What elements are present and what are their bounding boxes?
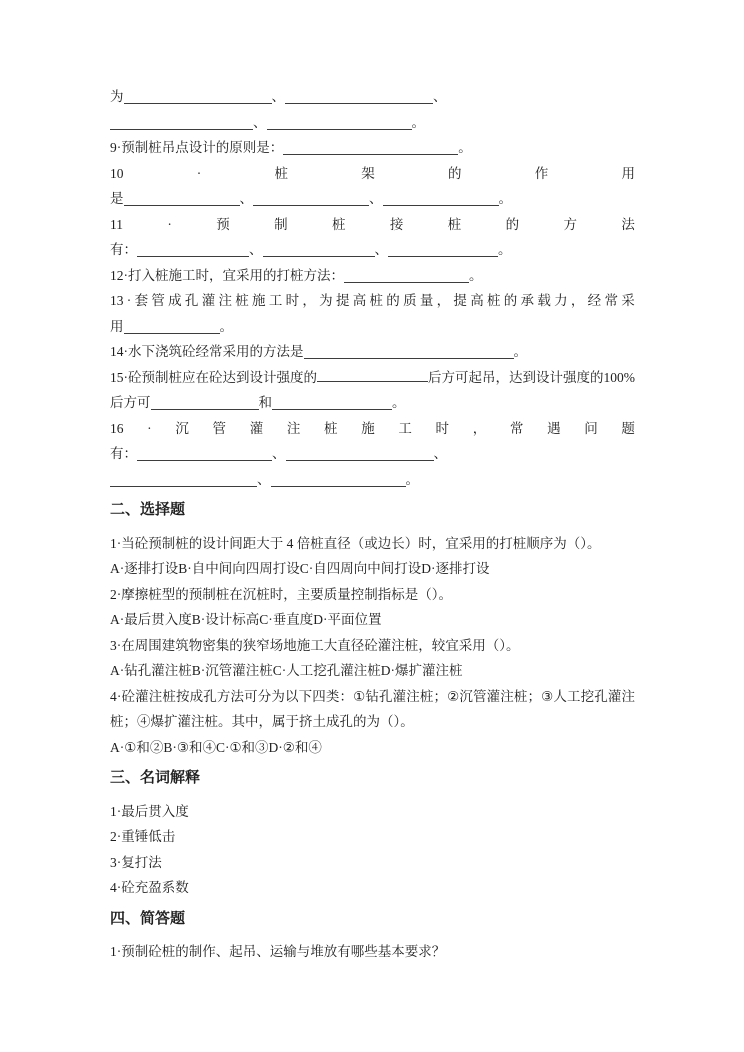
doc-line — [110, 709, 635, 735]
text-run: 成 — [189, 688, 204, 704]
text-run: 100% — [603, 369, 635, 385]
text-run: 可 — [244, 688, 258, 704]
text-run: 桩 — [235, 293, 249, 308]
blank-field — [110, 472, 257, 487]
text-run: 。 — [405, 471, 419, 487]
doc-line — [110, 684, 635, 710]
text-run: 的 — [503, 293, 518, 308]
text-run: 承 — [520, 293, 535, 308]
doc-line — [110, 186, 635, 212]
doc-line — [110, 939, 635, 965]
text-run: 法 — [621, 216, 635, 232]
text-run: ； — [433, 688, 447, 704]
text-run: 工 — [566, 688, 581, 704]
text-run: 时 — [435, 420, 450, 436]
text-run: ， — [472, 420, 487, 436]
blank-field — [272, 395, 392, 410]
text-run: 。 — [392, 395, 406, 410]
text-run: 。 — [469, 267, 483, 283]
text-run: 接 — [389, 216, 404, 232]
text-run: 工 — [268, 293, 283, 308]
text-run: 分 — [257, 688, 272, 704]
doc-line — [110, 237, 635, 263]
text-run: ② — [447, 688, 460, 704]
text-run: 四 — [312, 688, 326, 704]
text-run: · — [196, 165, 202, 181]
text-run: 14·水下浇筑砼经常采用的方法是 — [110, 344, 304, 359]
blank-field — [124, 89, 272, 104]
text-run: 按 — [176, 688, 190, 704]
text-run: 计 — [549, 369, 563, 385]
text-run: 钻 — [365, 688, 379, 704]
text-run: 预 — [141, 369, 155, 385]
text-run: 桩 — [486, 293, 501, 308]
text-run: 在 — [195, 369, 209, 385]
blank-field — [124, 319, 220, 334]
text-run: 量 — [419, 293, 434, 308]
text-run: 成 — [168, 293, 182, 308]
text-run: 灌 — [607, 688, 622, 704]
text-run: 、 — [257, 471, 271, 487]
blank-field — [304, 344, 514, 359]
text-run: 吊 — [482, 369, 496, 385]
doc-line — [110, 390, 635, 416]
doc-line — [110, 339, 635, 365]
text-run: 、 — [271, 89, 285, 104]
text-run: ， — [495, 369, 509, 385]
text-run: 计 — [263, 369, 277, 385]
text-run: 注 — [148, 688, 163, 704]
text-run: 三、名词解释 — [110, 770, 201, 786]
text-run: 达 — [222, 369, 236, 385]
text-run: 的 — [590, 369, 604, 385]
text-run: 10 — [110, 165, 124, 181]
text-run: 达 — [509, 369, 523, 385]
text-run: 。 — [513, 344, 527, 359]
text-run: 2·重锤低击 — [110, 829, 176, 844]
doc-line — [110, 84, 635, 110]
section-heading — [110, 907, 635, 933]
text-run: 是 — [110, 191, 124, 206]
text-run: 。 — [458, 140, 472, 155]
text-run: 度 — [576, 369, 590, 385]
text-run: 注 — [286, 420, 301, 436]
text-run: 沉 — [175, 420, 189, 436]
text-run: ① — [353, 688, 366, 704]
doc-line — [110, 799, 635, 825]
text-run: ， — [302, 293, 316, 308]
text-run: 孔 — [594, 688, 608, 704]
blank-field — [344, 268, 469, 283]
doc-line — [110, 467, 635, 493]
doc-line — [110, 416, 635, 442]
text-run: 后 — [428, 369, 442, 385]
text-run: 。 — [219, 318, 233, 334]
text-run: 法 — [230, 688, 244, 704]
text-run: 的 — [505, 216, 520, 232]
doc-line — [110, 658, 635, 684]
blank-field — [286, 446, 434, 461]
text-run: 9·预制桩吊点设计的原则是： — [110, 140, 284, 155]
text-run: 为 — [271, 688, 285, 704]
text-run: 、 — [272, 446, 286, 461]
text-run: 桩 — [324, 420, 338, 436]
text-run: 起 — [468, 369, 482, 385]
doc-line — [110, 161, 635, 187]
text-run: 孔 — [203, 688, 217, 704]
text-run: 为 — [319, 293, 333, 308]
text-run: 的 — [386, 293, 400, 308]
text-run: 题 — [621, 420, 635, 436]
text-run: 注 — [500, 688, 514, 704]
text-run: 方 — [441, 369, 455, 385]
text-run: 1·当砼预制桩的设计间距大于 4 倍桩直径（或边长）时，宜采用的打桩顺序为（）。 — [110, 535, 601, 551]
text-run: 沉 — [459, 688, 473, 704]
text-run: A·①和②B·③和④C·①和③D·②和④ — [110, 739, 322, 755]
text-run: 的 — [448, 165, 462, 181]
section-heading — [110, 766, 635, 792]
text-run: 12·打入桩施工时，宜采用的打桩方法： — [110, 267, 344, 283]
text-run: 灌 — [201, 293, 216, 308]
text-run: 以 — [285, 688, 299, 704]
text-run: 、 — [253, 114, 267, 130]
text-run: 四、简答题 — [110, 910, 186, 927]
text-run: 可 — [455, 369, 469, 385]
text-run: ③ — [541, 688, 554, 704]
text-run: 采 — [621, 293, 635, 308]
doc-line — [110, 365, 635, 391]
text-run: 4·砼充盈系数 — [110, 880, 189, 895]
doc-line — [110, 263, 635, 289]
text-run: 工 — [398, 420, 412, 436]
text-run: 和 — [258, 395, 272, 410]
text-run: 作 — [534, 165, 549, 181]
text-run: ： — [339, 688, 353, 704]
text-run: 提 — [453, 293, 467, 308]
text-run: 16 — [110, 420, 124, 436]
text-run: 应 — [182, 369, 196, 385]
text-run: 桩；④爆扩灌注桩。其中，属于挤土成孔的为（）。 — [110, 714, 414, 729]
blank-field — [383, 191, 499, 206]
text-run: 1·最后贯入度 — [110, 803, 189, 819]
text-run: 度 — [290, 369, 304, 385]
doc-line — [110, 556, 635, 582]
blank-field — [271, 472, 406, 487]
text-run: 桩 — [513, 688, 528, 704]
text-run: · — [147, 420, 152, 436]
text-run: 桩 — [168, 369, 182, 385]
doc-line — [110, 110, 635, 136]
document-body — [110, 84, 635, 965]
text-run: 二、选择题 — [110, 502, 186, 518]
text-run: 桩 — [419, 688, 434, 704]
text-run: 砼 — [128, 369, 142, 385]
text-run: 用 — [621, 165, 635, 181]
text-run: 桩 — [274, 165, 288, 181]
text-run: A·逐排打设B·自中间向四周打设C·自四周向中间打设D·逐排打设 — [110, 561, 490, 576]
text-run: 4 — [110, 688, 117, 704]
blank-field — [124, 191, 240, 206]
text-run: 预 — [216, 216, 230, 232]
blank-field — [110, 115, 253, 130]
text-run: 砼 — [209, 369, 223, 385]
doc-line — [110, 824, 635, 850]
blank-field — [151, 395, 259, 410]
text-run: 、 — [249, 242, 263, 257]
text-run: · — [123, 369, 128, 385]
text-run: 1·预制砼桩的制作、起吊、运输与堆放有哪些基本要求？ — [110, 944, 446, 959]
text-run: 、 — [433, 446, 447, 461]
text-run: 提 — [335, 293, 350, 308]
doc-line — [110, 582, 635, 608]
text-run: 时 — [285, 293, 300, 308]
text-run: 的 — [303, 369, 317, 385]
doc-line — [110, 212, 635, 238]
text-run: · — [167, 216, 172, 232]
text-run: 13 — [110, 293, 124, 308]
text-run: 经 — [587, 293, 602, 308]
text-run: 施 — [252, 293, 266, 308]
text-run: 15 — [110, 369, 124, 385]
text-run: 、 — [433, 89, 447, 104]
blank-field — [285, 89, 433, 104]
text-run: 桩 — [369, 293, 383, 308]
doc-line — [110, 735, 635, 761]
blank-field — [317, 367, 428, 382]
text-run: 挖 — [580, 688, 595, 704]
text-run: 强 — [563, 369, 577, 385]
text-run: 。 — [498, 242, 512, 257]
text-run: · — [126, 293, 132, 308]
text-run: 设 — [249, 369, 263, 385]
text-run: 高 — [470, 293, 484, 308]
blank-field — [267, 115, 412, 130]
text-run: 有： — [110, 446, 137, 461]
text-run: 高 — [352, 293, 367, 308]
text-run: 有： — [110, 242, 137, 257]
text-run: 管 — [472, 688, 487, 704]
text-run: 下 — [298, 688, 313, 704]
text-run: 制 — [274, 216, 288, 232]
text-run: 制 — [155, 369, 169, 385]
text-run: 管 — [212, 420, 227, 436]
text-run: 。 — [498, 191, 512, 206]
text-run: 设 — [536, 369, 550, 385]
blank-field — [137, 242, 249, 257]
text-run: 注 — [406, 688, 420, 704]
doc-line — [110, 607, 635, 633]
text-run: 遇 — [547, 420, 561, 436]
section-heading — [110, 498, 635, 524]
text-run: ； — [527, 688, 541, 704]
text-run: ， — [436, 293, 451, 308]
text-run: 套 — [134, 293, 149, 308]
text-run: 类 — [325, 688, 340, 704]
doc-line — [110, 531, 635, 557]
text-run: 灌 — [486, 688, 501, 704]
blank-field — [263, 242, 375, 257]
doc-line — [110, 288, 635, 314]
blank-field — [283, 140, 458, 155]
text-run: 灌 — [249, 420, 264, 436]
text-run: 到 — [236, 369, 250, 385]
text-run: 、 — [369, 191, 383, 206]
text-run: 力 — [554, 293, 568, 308]
text-run: 后方可 — [110, 395, 151, 410]
doc-line — [110, 850, 635, 876]
text-run: 2·摩擦桩型的预制桩在沉桩时，主要质量控制指标是（）。 — [110, 586, 452, 602]
doc-line — [110, 135, 635, 161]
blank-field — [137, 446, 272, 461]
text-run: 、 — [239, 191, 253, 206]
text-run: 孔 — [184, 293, 199, 308]
text-run: 灌 — [392, 688, 407, 704]
text-run: 3·复打法 — [110, 854, 162, 870]
text-run: 灌 — [135, 688, 149, 704]
text-run: 桩 — [162, 688, 176, 704]
text-run: 常 — [509, 420, 524, 436]
text-run: 孔 — [378, 688, 393, 704]
text-run: ， — [570, 293, 585, 308]
text-run: 。 — [411, 114, 425, 130]
text-run: 桩 — [447, 216, 462, 232]
text-run: 11 — [110, 216, 123, 232]
text-run: 质 — [403, 293, 417, 308]
text-run: 常 — [604, 293, 618, 308]
text-run: 为 — [110, 89, 124, 104]
text-run: 注 — [218, 293, 232, 308]
doc-line — [110, 441, 635, 467]
doc-line — [110, 314, 635, 340]
text-run: 注 — [621, 688, 635, 704]
text-run: A·钻孔灌注桩B·沉管灌注桩C·人工挖孔灌注桩D·爆扩灌注桩 — [110, 663, 463, 678]
text-run: 管 — [151, 293, 165, 308]
text-run: 施 — [361, 420, 375, 436]
text-run: 问 — [584, 420, 598, 436]
text-run: 架 — [361, 165, 375, 181]
text-run: 砼 — [121, 688, 135, 704]
text-run: A·最后贯入度B·设计标高C·垂直度D·平面位置 — [110, 612, 382, 627]
text-run: 方 — [563, 216, 577, 232]
text-run: 方 — [216, 688, 231, 704]
text-run: 桩 — [332, 216, 346, 232]
text-run: 到 — [522, 369, 536, 385]
text-run: 强 — [276, 369, 290, 385]
text-run: 3·在周围建筑物密集的狭窄场地施工大直径砼灌注桩，较宜采用（）。 — [110, 637, 520, 653]
doc-line — [110, 633, 635, 659]
doc-line — [110, 875, 635, 901]
text-run: · — [116, 688, 122, 704]
text-run: 载 — [537, 293, 551, 308]
text-run: 用 — [110, 318, 124, 334]
blank-field — [388, 242, 498, 257]
blank-field — [253, 191, 369, 206]
text-run: 人 — [553, 688, 567, 704]
text-run: 、 — [374, 242, 388, 257]
